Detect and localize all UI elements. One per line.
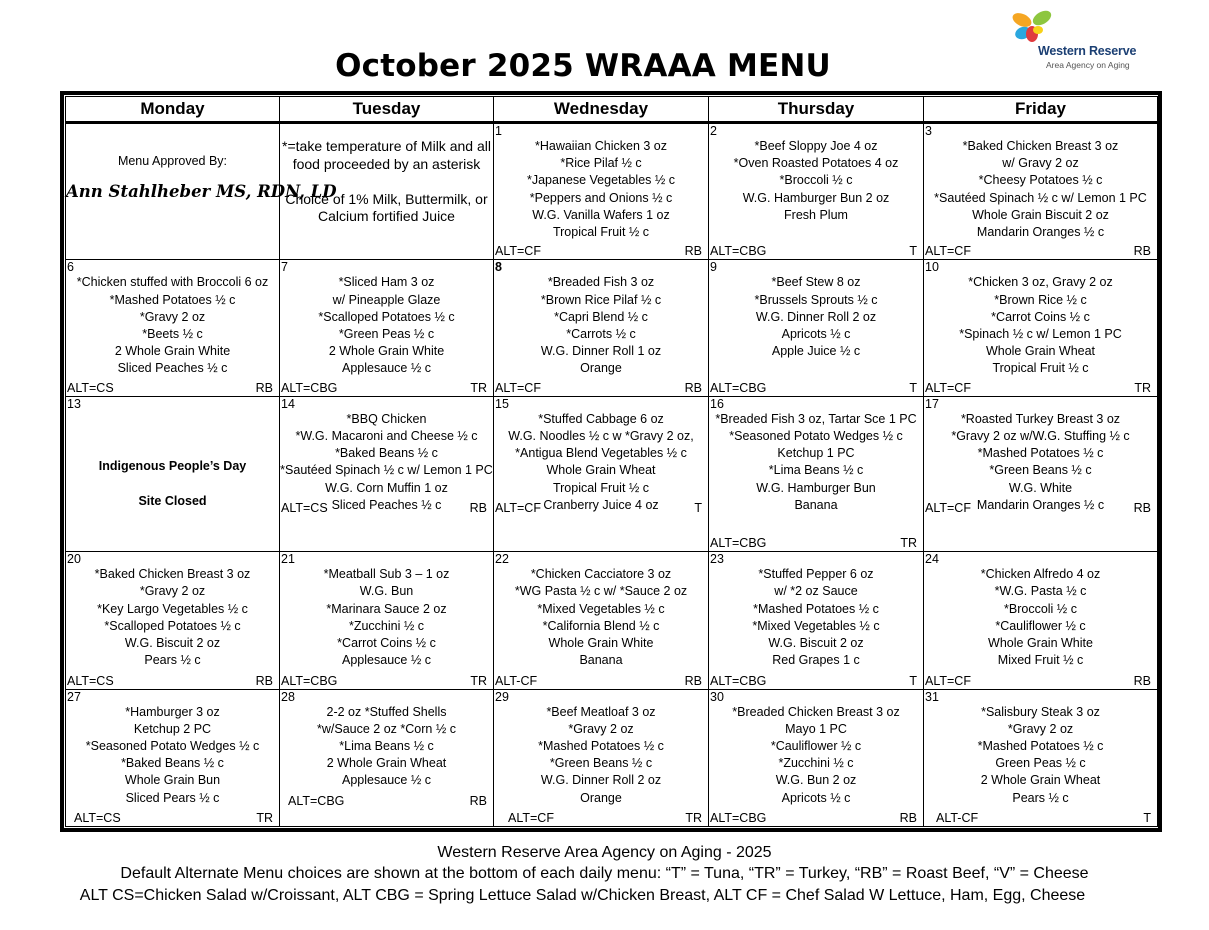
menu-items [709, 274, 923, 360]
dietitian-signature: Ann Stahlheber MS, RDN, LD [66, 182, 337, 201]
day-cell [280, 552, 494, 689]
butterfly-logo-icon [1008, 8, 1060, 48]
menu-items [66, 704, 279, 807]
day-cell [280, 260, 494, 396]
menu-item: *Beef Meatloaf 3 oz [546, 704, 656, 719]
menu-item: W.G. Bun [359, 584, 414, 599]
menu-item: *Meatball Sub 3 – 1 oz [323, 567, 450, 582]
menu-item: Sliced Peaches ½ c [331, 497, 442, 512]
alternate-protein-code: RB [1133, 244, 1151, 259]
menu-item: *Chicken Cacciatore 3 oz [530, 567, 672, 582]
menu-item: *Sliced Ham 3 oz [338, 275, 435, 290]
menu-item: *Baked Beans ½ c [335, 446, 438, 461]
alternate-protein-code: T [1143, 811, 1151, 825]
approved-by-label: Menu Approved By: [117, 154, 228, 168]
menu-item: Cranberry Juice 4 oz [543, 497, 659, 512]
menu-item: *Hamburger 3 oz [125, 704, 220, 719]
menu-item: W.G. Hamburger Bun 2 oz [742, 190, 890, 205]
menu-item: *Gravy 2 oz [568, 721, 634, 736]
menu-items [494, 138, 708, 241]
header-tuesday: Tuesday [280, 97, 494, 123]
menu-item: w/ Pineapple Glaze [332, 292, 441, 307]
menu-item: Orange [580, 361, 622, 376]
menu-item: *Seasoned Potato Wedges ½ c [85, 738, 260, 753]
alternate-menu-code: ALT=CS [74, 811, 121, 825]
alternate-menu-code: ALT=CF [508, 811, 554, 825]
footer-alt-definitions: ALT CS=Chicken Salad w/Croissant, ALT CBG = Spring Lettuce Salad w/Chicken Breast, ALT CF = Chef Salad W Lettuce, Ham, Egg, Cheese [79, 887, 1086, 904]
alternate-protein-code: RB [255, 673, 273, 688]
menu-item: *Peppers and Onions ½ c [529, 190, 673, 205]
footer-agency: Western Reserve Area Agency on Aging - 2025 [437, 844, 772, 861]
day-cell [66, 552, 280, 689]
menu-item: Mandarin Oranges ½ c [976, 497, 1105, 512]
alternate-menu-code: ALT=CBG [281, 380, 338, 395]
day-cell [709, 123, 924, 260]
menu-item: w/ Gravy 2 oz [1002, 156, 1079, 171]
header-friday: Friday [924, 97, 1158, 123]
menu-calendar [65, 96, 1158, 827]
alternate-protein-code: RB [1133, 501, 1151, 516]
day-number: 15 [495, 396, 509, 411]
day-cell [494, 123, 709, 260]
alternate-protein-code: TR [685, 811, 702, 825]
menu-item: *Roasted Turkey Breast 3 oz [960, 411, 1121, 426]
menu-items [709, 704, 923, 807]
menu-item: *Stuffed Pepper 6 oz [758, 567, 874, 582]
holiday-name: Indigenous People’s Day [98, 458, 247, 473]
menu-items [924, 411, 1157, 514]
menu-item: *Japanese Vegetables ½ c [526, 173, 676, 188]
menu-item: 2-2 oz *Stuffed Shells [326, 704, 447, 719]
day-number: 13 [67, 396, 81, 411]
menu-item: *Baked Chicken Breast 3 oz [94, 567, 251, 582]
menu-item: *Beef Sloppy Joe 4 oz [754, 139, 878, 153]
menu-item: Fresh Plum [784, 207, 848, 222]
menu-item: W.G. Bun 2 oz [775, 773, 857, 788]
menu-items [494, 704, 708, 807]
menu-item: Tropical Fruit ½ c [552, 480, 650, 495]
menu-item: *Rice Pilaf ½ c [560, 156, 642, 171]
menu-item: Tropical Fruit ½ c [552, 225, 650, 240]
menu-item: W.G. Noodles ½ c w *Gravy 2 oz, [508, 428, 694, 443]
menu-item: *WG Pasta ½ c w/ *Sauce 2 oz [514, 584, 688, 599]
menu-item: 2 Whole Grain White [328, 344, 445, 359]
alternate-protein-code: TR [1134, 380, 1151, 395]
menu-item: Whole Grain Biscuit 2 oz [972, 207, 1109, 222]
menu-item: *Green Beans ½ c [989, 463, 1092, 478]
menu-item: *w/Sauce 2 oz *Corn ½ c [317, 721, 456, 736]
day-number: 17 [925, 396, 939, 411]
menu-item: *Cheesy Potatoes ½ c [978, 173, 1103, 188]
menu-item: *Breaded Fish 3 oz [547, 275, 655, 290]
menu-item: *Brown Rice ½ c [994, 292, 1087, 307]
alternate-menu-code: ALT=CS [281, 501, 328, 516]
menu-item: *Mixed Vegetables ½ c [752, 618, 880, 633]
alternate-protein-code: TR [470, 673, 487, 688]
alternate-menu-code: ALT=CF [495, 380, 541, 395]
day-cell [280, 396, 494, 551]
day-cell [494, 396, 709, 551]
menu-item: *Green Beans ½ c [549, 756, 653, 771]
menu-items [924, 566, 1157, 669]
day-number: 2 [710, 124, 717, 138]
day-cell [924, 123, 1158, 260]
site-closed-label: Site Closed [138, 493, 207, 508]
alternate-menu-code: ALT=CBG [710, 811, 767, 825]
page-title: October 2025 WRAAA MENU [335, 48, 831, 84]
header-wednesday: Wednesday [494, 97, 709, 123]
milk-choice-note: Choice of 1% Milk, Buttermilk, or Calcium fortified Juice [285, 190, 488, 224]
day-cell [66, 123, 337, 260]
day-number: 22 [495, 552, 509, 567]
day-cell [494, 260, 709, 396]
day-number: 3 [925, 124, 932, 138]
day-cell [66, 396, 280, 551]
menu-item: *Chicken 3 oz, Gravy 2 oz [968, 275, 1113, 290]
menu-item: *Scalloped Potatoes ½ c [318, 309, 455, 324]
alternate-menu-code: ALT=CF [925, 380, 971, 395]
menu-item: W.G. Vanilla Wafers 1 oz [532, 207, 670, 222]
menu-item: Pears ½ c [144, 653, 201, 668]
footer-alternates-legend: Default Alternate Menu choices are shown at the bottom of each daily menu: “T” = Tuna, “TR” = Turkey, “RB” = Roast Beef, “V” = Cheese [120, 865, 1089, 882]
alternate-protein-code: T [909, 380, 917, 395]
menu-item: *Baked Beans ½ c [121, 756, 224, 771]
alternate-protein-code: RB [684, 673, 702, 688]
menu-item: *Capri Blend ½ c [554, 309, 648, 324]
menu-note [280, 138, 493, 226]
menu-items [924, 138, 1157, 241]
weekday-header-row [66, 97, 1158, 123]
header-thursday: Thursday [709, 97, 924, 123]
day-number: 6 [67, 260, 74, 275]
day-number: 9 [710, 260, 717, 275]
header-monday: Monday [66, 97, 280, 123]
alternate-protein-code: RB [1133, 673, 1151, 688]
day-cell [709, 396, 924, 551]
alternate-protein-code: RB [899, 811, 917, 825]
alternate-menu-code: ALT=CF [925, 244, 971, 259]
logo-tagline: Area Agency on Aging [1046, 60, 1130, 70]
alternate-protein-code: RB [684, 244, 702, 259]
menu-item: W.G. Dinner Roll 1 oz [540, 344, 662, 359]
menu-item: Pears ½ c [1012, 790, 1069, 805]
day-cell [494, 689, 709, 826]
menu-item: *Lima Beans ½ c [339, 738, 434, 753]
menu-item: *Carrot Coins ½ c [337, 636, 436, 650]
menu-item: *Lima Beans ½ c [768, 463, 864, 478]
menu-item: *Antigua Blend Vegetables ½ c [515, 446, 687, 461]
alternate-menu-code: ALT=CBG [710, 536, 767, 551]
day-number: 20 [67, 552, 81, 567]
day-number: 8 [495, 260, 502, 275]
menu-item: Mixed Fruit ½ c [997, 653, 1084, 668]
week-row [66, 552, 1158, 689]
menu-item: Banana [794, 497, 838, 512]
menu-item: *Breaded Fish 3 oz, Tartar Sce 1 PC [715, 411, 917, 426]
day-number: 28 [281, 689, 295, 704]
week-row [66, 260, 1158, 396]
menu-items [924, 704, 1157, 807]
menu-item: *Cauliflower ½ c [770, 738, 862, 753]
alternate-protein-code: RB [684, 380, 702, 395]
menu-item: *Cauliflower ½ c [995, 618, 1086, 633]
menu-item: Ketchup 2 PC [133, 721, 212, 736]
day-number: 16 [710, 396, 724, 411]
menu-item: *Seasoned Potato Wedges ½ c [729, 428, 903, 443]
menu-item: *Baked Chicken Breast 3 oz [962, 139, 1119, 153]
menu-item: Apricots ½ c [781, 790, 851, 805]
menu-items [66, 274, 279, 377]
day-number: 29 [495, 689, 509, 704]
menu-item: Sliced Pears ½ c [125, 790, 220, 805]
menu-item: *Salisbury Steak 3 oz [981, 704, 1100, 719]
day-number: 24 [925, 552, 939, 567]
menu-items [924, 274, 1157, 377]
menu-item: *Beef Stew 8 oz [771, 275, 861, 290]
day-cell [709, 689, 924, 826]
menu-item: *W.G. Macaroni and Cheese ½ c [295, 428, 478, 443]
menu-items [280, 566, 493, 669]
menu-items [494, 274, 708, 377]
menu-item: *Breaded Chicken Breast 3 oz [732, 704, 900, 719]
menu-item: Apricots ½ c [781, 326, 851, 341]
menu-item: *Scalloped Potatoes ½ c [104, 618, 241, 633]
menu-item: *Mashed Potatoes ½ c [977, 738, 1104, 753]
day-number: 21 [281, 552, 295, 567]
logo [1008, 8, 1138, 74]
menu-item: Orange [580, 790, 622, 805]
menu-item: Mandarin Oranges ½ c [976, 225, 1105, 240]
menu-item: Tropical Fruit ½ c [992, 361, 1089, 376]
day-number: 7 [281, 260, 288, 275]
menu-item: Applesauce ½ c [342, 361, 431, 376]
menu-item: Red Grapes 1 c [772, 653, 860, 668]
menu-item: *Green Peas ½ c [338, 326, 435, 341]
alternate-menu-code: ALT=CBG [710, 380, 767, 395]
menu-item: *Mixed Vegetables ½ c [537, 601, 665, 616]
day-cell [709, 260, 924, 396]
menu-item: *Stuffed Cabbage 6 oz [538, 411, 664, 426]
day-cell [924, 552, 1158, 689]
menu-item: Whole Grain Bun [124, 773, 221, 788]
menu-item: W.G. Corn Muffin 1 oz [325, 480, 448, 495]
menu-item: *Brown Rice Pilaf ½ c [540, 292, 662, 307]
day-number: 31 [925, 689, 939, 704]
menu-item: Mayo 1 PC [785, 721, 847, 736]
alternate-menu-code: ALT=CF [495, 501, 541, 516]
alternate-menu-code: ALT=CBG [710, 673, 767, 688]
menu-item: W.G. Dinner Roll 2 oz [755, 309, 877, 324]
day-cell [924, 396, 1158, 551]
menu-item: 2 Whole Grain Wheat [980, 773, 1101, 788]
menu-items [280, 411, 493, 514]
menu-item: *Marinara Sauce 2 oz [326, 601, 447, 616]
alternate-protein-code: T [909, 673, 917, 688]
menu-item: *Hawaiian Chicken 3 oz [534, 139, 667, 153]
menu-item: *Gravy 2 oz [1007, 721, 1074, 736]
menu-item: *Gravy 2 oz [139, 309, 206, 324]
alternate-menu-code: ALT=CF [495, 244, 541, 259]
day-cell [66, 260, 280, 396]
menu-item: Banana [579, 653, 623, 668]
logo-name: Western Reserve [1038, 44, 1137, 58]
menu-item: Green Peas ½ c [995, 756, 1086, 771]
menu-item: Whole Grain Wheat [546, 463, 656, 478]
menu-item: W.G. Biscuit 2 oz [768, 636, 864, 650]
day-number: 14 [281, 396, 295, 411]
day-cell [280, 123, 494, 260]
menu-item: *Broccoli ½ c [779, 173, 853, 188]
menu-item: W.G. White [1008, 480, 1073, 495]
menu-item: *Oven Roasted Potatoes 4 oz [733, 156, 899, 171]
alternate-menu-code: ALT=CF [925, 673, 971, 688]
alternate-protein-code: RB [469, 501, 487, 516]
menu-item: *Broccoli ½ c [1004, 601, 1077, 616]
menu-item: W.G. Biscuit 2 oz [124, 636, 221, 650]
alternate-menu-code: ALT=CBG [281, 673, 338, 688]
menu-item: *Zucchini ½ c [348, 618, 425, 633]
menu-item: *Brussels Sprouts ½ c [754, 292, 878, 307]
day-cell [924, 260, 1158, 396]
menu-item: Whole Grain White [988, 636, 1093, 650]
day-number: 27 [67, 689, 81, 704]
menu-item: *California Blend ½ c [542, 618, 660, 633]
menu-item: *Chicken Alfredo 4 oz [980, 567, 1101, 582]
week-row [66, 396, 1158, 551]
day-number: 10 [925, 260, 939, 275]
alternate-menu-code: ALT-CF [495, 673, 538, 688]
menu-item: *Zucchini ½ c [778, 756, 854, 771]
menu-item: Whole Grain Wheat [985, 344, 1096, 359]
menu-item: *Sautéed Spinach ½ c w/ Lemon 1 PC [934, 190, 1147, 205]
menu-item: *Carrots ½ c [566, 326, 636, 341]
menu-item: *Gravy 2 oz w/W.G. Stuffing ½ c [951, 428, 1130, 443]
alternate-menu-code: ALT=CBG [288, 794, 345, 808]
menu-item: *Mashed Potatoes ½ c [977, 446, 1104, 461]
menu-item: *Chicken stuffed with Broccoli 6 oz [76, 275, 269, 290]
menu-item: W.G. Dinner Roll 2 oz [540, 773, 662, 788]
day-cell [924, 689, 1158, 826]
week-row [66, 689, 1158, 826]
menu-items [280, 704, 493, 790]
day-cell [66, 689, 280, 826]
day-number: 30 [710, 689, 724, 704]
day-cell [709, 552, 924, 689]
menu-item: Whole Grain White [548, 636, 654, 650]
alternate-menu-code: ALT-CF [936, 811, 979, 825]
alternate-protein-code: TR [470, 380, 487, 395]
menu-item: *Mashed Potatoes ½ c [753, 601, 879, 616]
menu-item: Apple Juice ½ c [771, 344, 861, 359]
alternate-menu-code: ALT=CS [67, 380, 114, 395]
spacer [280, 173, 493, 191]
alternate-menu-code: ALT=CS [67, 673, 114, 688]
menu-item: *Key Largo Vegetables ½ c [97, 601, 248, 616]
alternate-protein-code: T [694, 501, 702, 516]
menu-item: *BBQ Chicken [346, 411, 427, 426]
menu-item: 2 Whole Grain White [114, 344, 231, 359]
alternate-menu-code: ALT=CF [925, 501, 971, 516]
menu-item: *Mashed Potatoes ½ c [109, 292, 236, 307]
menu-item: 2 Whole Grain Wheat [326, 756, 447, 771]
menu-items [709, 566, 923, 669]
alternate-protein-code: RB [255, 380, 273, 395]
menu-items [280, 274, 493, 377]
menu-item: w/ *2 oz Sauce [774, 584, 858, 599]
menu-item: *Spinach ½ c w/ Lemon 1 PC [959, 326, 1122, 341]
holiday-notice [66, 449, 279, 519]
menu-item: *W.G. Pasta ½ c [994, 584, 1087, 599]
menu-item: *Gravy 2 oz [139, 584, 206, 599]
menu-item: Sliced Peaches ½ c [117, 361, 228, 376]
day-number: 1 [495, 124, 502, 138]
menu-item: *Beets ½ c [142, 326, 203, 341]
day-cell [494, 552, 709, 689]
alternate-protein-code: RB [469, 794, 487, 808]
menu-item: Applesauce ½ c [342, 773, 431, 788]
asterisk-note: *=take temperature of Milk and all food proceeded by an asterisk [282, 138, 491, 172]
alternate-protein-code: TR [256, 811, 273, 825]
menu-items [494, 566, 708, 669]
menu-item: Applesauce ½ c [342, 653, 431, 668]
menu-items [66, 566, 279, 669]
menu-item: *Mashed Potatoes ½ c [538, 738, 664, 753]
alternate-menu-code: ALT=CBG [710, 244, 767, 259]
menu-items [709, 138, 923, 224]
menu-item: *Carrot Coins ½ c [991, 309, 1090, 324]
alternate-protein-code: T [909, 244, 917, 259]
menu-item: Ketchup 1 PC [777, 446, 855, 461]
menu-items [709, 411, 923, 514]
menu-item: *Sautéed Spinach ½ c w/ Lemon 1 PC [280, 463, 493, 478]
alternate-protein-code: TR [900, 536, 917, 551]
day-number: 23 [710, 552, 724, 567]
menu-items [494, 411, 708, 514]
week-row [66, 123, 1158, 260]
day-cell [280, 689, 494, 826]
menu-item: W.G. Hamburger Bun [756, 480, 876, 495]
